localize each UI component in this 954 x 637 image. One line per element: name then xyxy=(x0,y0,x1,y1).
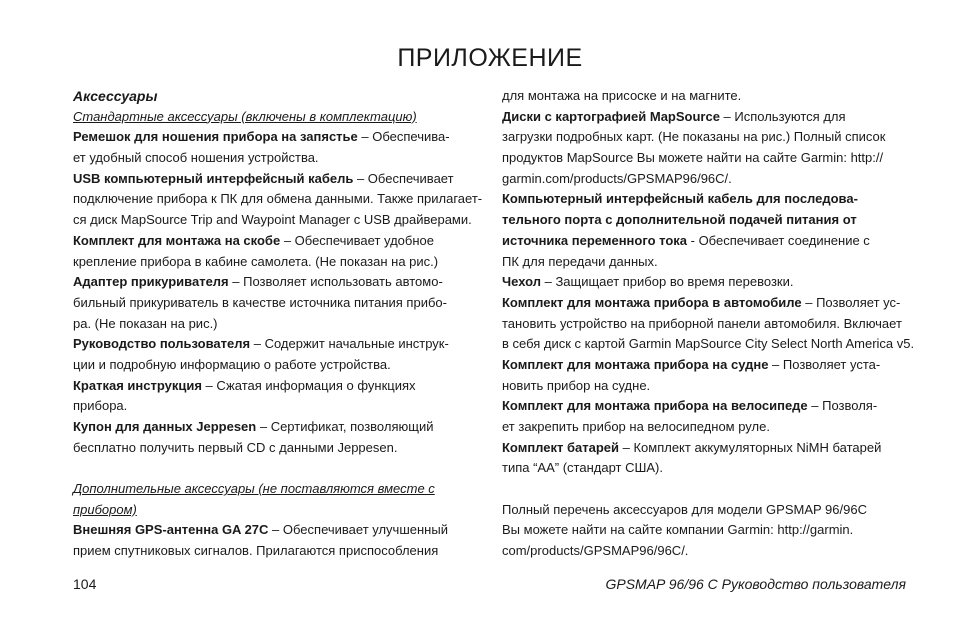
accessory-term: Комплект батарей xyxy=(502,439,619,455)
closing-text: com/products/GPSMAP96/96C/. xyxy=(502,543,689,559)
accessory-text: – Обеспечивает удобное xyxy=(280,232,434,248)
accessory-text: ции и подробную информацию о работе устройства. xyxy=(73,356,391,372)
left-column xyxy=(73,86,483,562)
closing-text: Вы можете найти на сайте компании Garmin: http://garmin. xyxy=(502,522,854,538)
accessory-text: прибора. xyxy=(73,398,128,414)
accessory-text: крепление прибора в кабине самолета. (Не показан на рис.) xyxy=(73,253,439,269)
accessory-text: – Обеспечивает xyxy=(353,170,454,186)
accessory-gps-antenna xyxy=(73,520,473,561)
accessory-usb-cable xyxy=(73,169,483,231)
optional-heading-line: Дополнительные аксессуары (не поставляются вместе с xyxy=(73,481,435,497)
optional-heading-line: прибором) xyxy=(73,501,137,517)
standard-accessories-heading: Стандартные аксессуары (включены в комплектацию) xyxy=(73,108,417,124)
accessory-text: прием спутниковых сигналов. Прилагаются приспособления xyxy=(73,543,439,559)
accessory-cigarette-adapter xyxy=(73,272,473,334)
accessory-text: – Сжатая информация о функциях xyxy=(201,377,416,393)
accessory-text: – Обеспечивает улучшенный xyxy=(268,522,448,538)
accessory-car-mount xyxy=(502,293,915,355)
accessory-text: ра. (Не показан на рис.) xyxy=(73,315,218,331)
accessory-term: Комплект для монтажа прибора в автомобиле xyxy=(502,294,802,310)
accessory-text: – Используются для xyxy=(719,108,846,124)
accessory-text: – Обеспечива- xyxy=(357,129,450,145)
continuation-text: для монтажа на присоске и на магните. xyxy=(502,88,742,103)
accessory-term: тельного порта с дополнительной подачей питания от xyxy=(502,212,857,228)
accessory-quick-guide xyxy=(73,376,473,417)
accessory-text: – Сертификат, позволяющий xyxy=(256,419,434,434)
accessory-term: Ремешок для ношения прибора на запястье xyxy=(73,129,358,145)
closing-text: Полный перечень аксессуаров для модели GPSMAP 96/96C xyxy=(502,501,867,517)
accessory-text: бесплатно получить первый CD с данными Jeppesen. xyxy=(73,439,398,455)
page-title: ПРИЛОЖЕНИЕ xyxy=(397,44,583,72)
accessory-text: garmin.com/products/GPSMAP96/96C/. xyxy=(502,170,732,186)
accessory-text: ся диск MapSource Trip and Waypoint Manager с USB драйверами. xyxy=(73,212,472,228)
accessory-bracket-mount xyxy=(73,231,473,272)
accessory-term: USB компьютерный интерфейсный кабель xyxy=(73,170,354,186)
accessory-text: – Позволяет использовать автомо- xyxy=(228,274,443,290)
accessory-text: - Обеспечивает соединение с xyxy=(687,232,870,248)
accessory-term: Комплект для монтажа на скобе xyxy=(73,232,281,248)
accessory-term: Купон для данных Jeppesen xyxy=(73,419,257,434)
accessory-text: ет удобный способ ношения устройства. xyxy=(73,150,319,166)
accessory-text: типа “АА” (стандарт США). xyxy=(502,460,663,476)
accessory-bike-mount xyxy=(502,396,910,437)
accessory-term: Комплект для монтажа прибора на велосипеде xyxy=(502,398,808,414)
accessory-serial-cable xyxy=(502,189,910,272)
manual-title: GPSMAP 96/96 C Руководство пользователя xyxy=(605,576,906,592)
accessory-case xyxy=(502,272,910,293)
accessory-term: Диски с картографией MapSource xyxy=(502,108,720,124)
accessory-term: Внешняя GPS-антенна GA 27C xyxy=(73,522,269,538)
accessory-jeppesen-coupon xyxy=(73,417,473,458)
accessory-text: новить прибор на судне. xyxy=(502,377,651,393)
accessory-text: подключение прибора к ПК для обмена данными. Также прилагает- xyxy=(73,191,483,207)
section-heading: Аксессуары xyxy=(73,88,158,104)
accessory-term: Чехол xyxy=(502,274,541,290)
accessory-text: – Позволяет уста- xyxy=(768,356,881,372)
accessory-text: ет закрепить прибор на велосипедном руле. xyxy=(502,419,770,434)
accessory-text: бильный прикуриватель в качестве источника питания прибо- xyxy=(73,294,447,310)
right-column xyxy=(502,86,915,562)
accessory-term: Компьютерный интерфейсный кабель для последова- xyxy=(502,191,858,207)
accessory-boat-mount xyxy=(502,355,910,396)
accessory-text: продуктов MapSource Вы можете найти на сайте Garmin: http:// xyxy=(502,150,884,166)
optional-accessories-heading xyxy=(73,479,473,520)
accessory-mapsource-discs xyxy=(502,107,910,190)
accessory-text: – Позволяет ус- xyxy=(801,294,901,310)
accessory-text: – Комплект аккумуляторных NiMH батарей xyxy=(619,439,882,455)
accessory-text: в себя диск с картой Garmin MapSource City Select North America v5. xyxy=(502,336,915,352)
page-number: 104 xyxy=(73,576,97,592)
closing-paragraph xyxy=(502,500,910,562)
accessory-text: тановить устройство на приборной панели автомобиля. Включает xyxy=(502,315,902,331)
accessory-text: загрузки подробных карт. (Не показаны на рис.) Полный список xyxy=(502,129,886,145)
accessory-term: Комплект для монтажа прибора на судне xyxy=(502,356,769,372)
accessory-term: Краткая инструкция xyxy=(73,377,202,393)
accessory-user-manual xyxy=(73,334,473,375)
accessory-text: – Защищает прибор во время перевозки. xyxy=(540,274,794,290)
accessory-term: Руководство пользователя xyxy=(73,336,251,352)
accessory-term: Адаптер прикуривателя xyxy=(73,274,229,290)
accessory-text: – Содержит начальные инструк- xyxy=(250,336,449,352)
accessory-term: источника переменного тока xyxy=(502,232,688,248)
accessory-text: – Позволя- xyxy=(807,398,878,414)
accessory-wrist-strap xyxy=(73,127,473,168)
accessory-battery-kit xyxy=(502,438,910,479)
accessory-text: ПК для передачи данных. xyxy=(502,253,658,269)
